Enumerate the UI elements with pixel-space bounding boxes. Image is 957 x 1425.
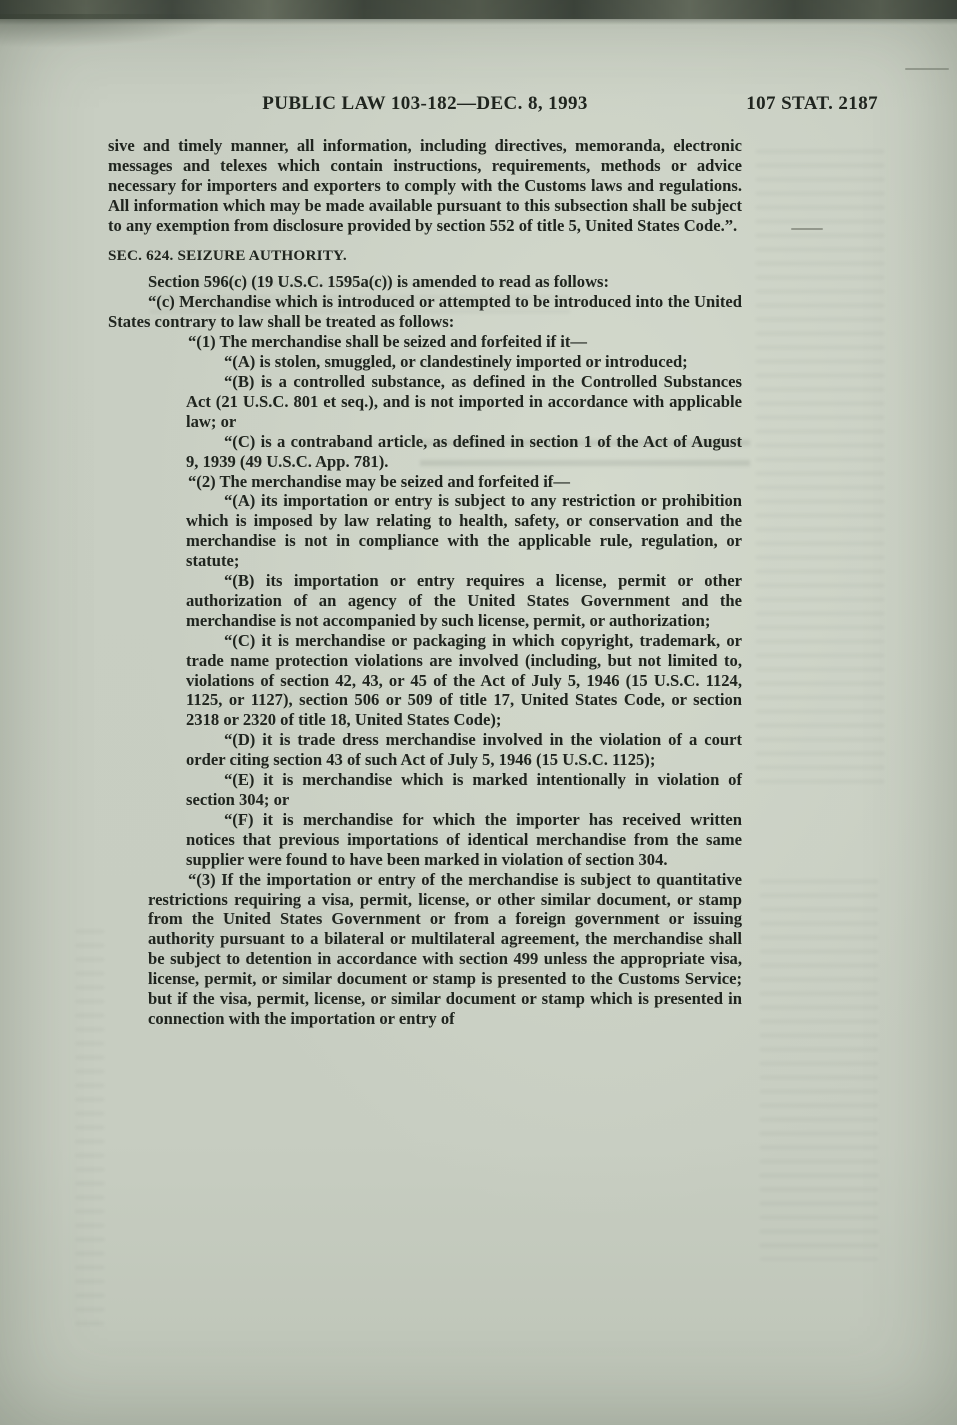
paragraph-1: “(1) The merchandise shall be seized and forfeited if it— xyxy=(188,332,587,352)
paragraph-1-C: “(C) is a contraband article, as defined in section 1 of the Act of August 9, 1939 (49 U.S.C. App. 781). xyxy=(186,431,742,471)
paragraph-2: “(2) The merchandise may be seized and forfeited if— xyxy=(188,471,570,491)
margin-mark xyxy=(791,228,823,230)
paragraph-amendment-lead: Section 596(c) (19 U.S.C. 1595a(c)) is amended to read as follows: xyxy=(148,272,610,292)
scan-corner-smear xyxy=(0,14,230,48)
bleedthrough-artifact xyxy=(756,150,884,790)
paragraph-2-F: “(F) it is merchandise for which the importer has received written notices that previous importations of identical merchandise from the same supplier were found to have been marked in violation of section 304. xyxy=(186,809,742,869)
bleedthrough-artifact xyxy=(760,880,878,1260)
paragraph-2-D: “(D) it is trade dress merchandise involved in the violation of a court order citing section 43 of such Act of July 5, 1946 (15 U.S.C. 1125); xyxy=(186,730,742,770)
paragraph-2-B: “(B) its importation or entry requires a license, permit or other authorization of an agency of the United States Government and the merchandise is not accompanied by such license, permit, or authorization; xyxy=(186,571,742,630)
page-header xyxy=(108,93,878,115)
section-heading: SEC. 624. SEIZURE AUTHORITY. xyxy=(108,246,347,264)
running-head-law-number: PUBLIC LAW 103-182—DEC. 8, 1993 xyxy=(262,93,588,114)
document-body xyxy=(108,136,742,1029)
paragraph-continuation: sive and timely manner, all information, including directives, memoranda, electronic messages and telexes which contain instructions, requirements, methods or advice necessary for importers and exporters to comply with the Customs laws and regulations. All information which may be made available pursuant to this subsection shall be subject to any exemption from disclosure provided by section 552 of title 5, United States Code.”. xyxy=(108,136,742,235)
paragraph-2-C: “(C) it is merchandise or packaging in which copyright, trademark, or trade name protection violations are involved (including, but not limited to, violations of section 42, 43, or 45 of the Act of July 5, 1946 (15 U.S.C. 1124, 1125, or 1127), section 506 or 509 of title 17, United States Code, or section 2318 or 2320 of title 18, United States Code); xyxy=(186,630,742,730)
running-head-statute-page: 107 STAT. 2187 xyxy=(746,93,878,114)
paragraph-1-B: “(B) is a controlled substance, as defined in the Controlled Substances Act (21 U.S.C. 801 et seq.), and is not imported in accordance with applicable law; or xyxy=(186,371,742,431)
scan-edge-mark xyxy=(905,68,949,70)
paragraph-2-E: “(E) it is merchandise which is marked intentionally in violation of section 304; or xyxy=(186,770,742,809)
paragraph-2-A: “(A) its importation or entry is subject to any restriction or prohibition which is imposed by law relating to health, safety, or conservation and the merchandise is not in compliance with the applicable rule, regulation, or statute; xyxy=(186,491,742,571)
paragraph-1-A: “(A) is stolen, smuggled, or clandestinely imported or introduced; xyxy=(224,352,688,372)
paragraph-3: “(3) If the importation or entry of the merchandise is subject to quantitative restrictions requiring a visa, permit, license, or other similar document, or stamp from the United States Government or from a foreign government or issuing authority pursuant to a bilateral or multilateral agreement, the merchandise shall be subject to detention in accordance with section 499 unless the appropriate visa, license, permit, or similar document or stamp is presented to the Customs Service; but if the visa, permit, license, or similar document or stamp which is presented in connection with the importation or entry of xyxy=(148,869,742,1028)
bleedthrough-artifact xyxy=(76,930,104,1330)
paragraph-subsection-c: “(c) Merchandise which is introduced or attempted to be introduced into the United States contrary to law shall be treated as follows: xyxy=(108,292,742,332)
